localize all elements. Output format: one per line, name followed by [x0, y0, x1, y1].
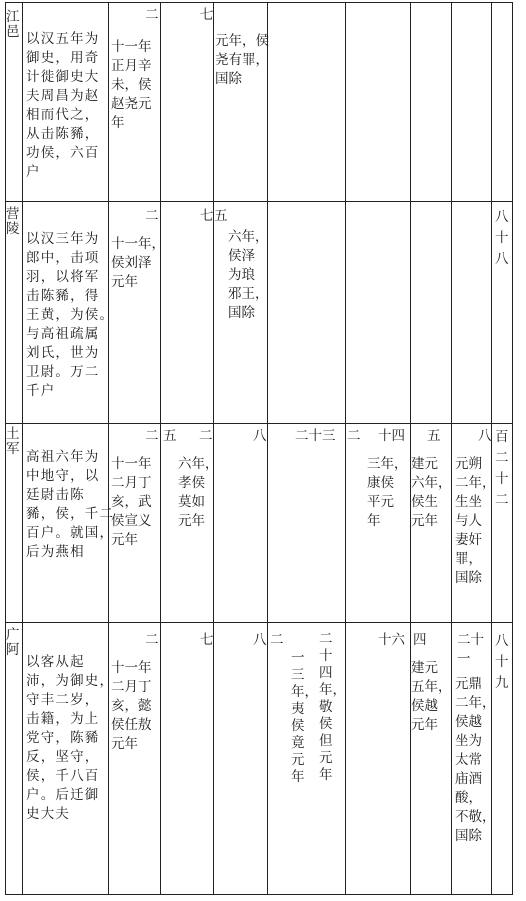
rank-number: 八 十 八 — [495, 209, 509, 267]
year-count: 五 — [427, 428, 441, 444]
enfeoffment-text: 十一年 二月丁 亥，懿 侯任敖 元年 — [111, 660, 152, 752]
removal-text: 元朔 二年， 生坐 与人 妻奸 罪， 国除 — [455, 456, 496, 586]
col-divider — [267, 2, 268, 895]
succession-text: 六年， 孝侯 莫如 元年 — [178, 456, 219, 529]
col-divider — [213, 2, 214, 895]
year-count: 四 — [413, 632, 427, 648]
marquis-name: 广 阿 — [6, 627, 20, 658]
year-count: 十六 — [378, 632, 405, 648]
row-divider — [5, 201, 513, 202]
year-count: 二 — [145, 632, 159, 648]
removal-text: 元鼎 二年， 侯越 坐为 太常 庙酒 酸， 不敬， 国除 — [455, 676, 496, 844]
col-divider — [410, 2, 411, 895]
year-count: 五 — [214, 208, 228, 224]
appointment-text: 以客从起 沛，为御史， 守丰二岁， 击籍，为上 党守，陈豨 反，坚守， 侯，千八百 户。后迁御 史大夫 — [26, 654, 115, 822]
marquis-name: 土 军 — [6, 426, 20, 457]
year-count: 十四 — [378, 428, 405, 444]
year-count: 二 — [270, 632, 284, 648]
col-divider — [22, 2, 23, 895]
marquis-name: 营 陵 — [6, 206, 20, 237]
removal-text: 六年， 侯泽 为琅 邪王， 国除 — [228, 229, 269, 321]
marquis-name: 江 邑 — [6, 9, 20, 40]
succession-text: 一 三 年， 夷 侯 竟 元 年 — [291, 650, 318, 785]
year-count: 八 — [478, 428, 492, 444]
enfeoffment-text: 十一年 正月辛 未，侯 赵尧元 年 — [111, 39, 152, 131]
col-divider — [160, 2, 161, 895]
succession-text: 建元 五年， 侯越 元年 — [411, 660, 452, 733]
appointment-text: 高祖六年为 中地守，以 廷尉击陈 豨，侯，千二 百户。就国， 后为燕相 — [26, 449, 115, 560]
year-count: 二 — [347, 428, 361, 444]
year-count: 二 — [145, 7, 159, 23]
succession-text: 二 十 四 年， 敬 侯 但 元 年 — [319, 631, 346, 783]
year-count: 二 — [145, 208, 159, 224]
appointment-text: 以汉三年为 郎中，击项 羽，以将军 击陈豨，得 王黄，为侯。 与高祖疏属 刘氏，世为 卫尉。万二 千户 — [26, 231, 115, 399]
rank-number: 百 二 十 二 — [495, 429, 509, 508]
year-count: 二十三 — [295, 428, 336, 444]
row-divider — [5, 622, 513, 623]
year-count: 八 — [253, 632, 267, 648]
enfeoffment-text: 十一年 二月丁 亥，武 侯宣义 元年 — [111, 456, 152, 548]
succession-text: 三年， 康侯 平元 年 — [367, 456, 408, 529]
year-count: 二 — [145, 428, 159, 444]
year-count: 七 — [200, 7, 214, 23]
rank-number: 八 十 九 — [495, 633, 509, 691]
year-count: 五 — [163, 428, 177, 444]
row-divider — [5, 423, 513, 424]
year-count: 二十 一 — [457, 632, 484, 667]
enfeoffment-text: 十一年， 侯刘泽 元年 — [111, 236, 165, 290]
year-count: 七 — [200, 208, 214, 224]
appointment-text: 以汉五年为 御史，用奇 计徙御史大 夫周昌为赵 相而代之， 从击陈豨， 功侯，六百 户 — [26, 31, 100, 180]
year-count: 八 — [253, 428, 267, 444]
year-count: 七 — [200, 632, 214, 648]
col-divider — [451, 2, 452, 895]
succession-text: 建元 六年， 侯生 元年 — [411, 456, 452, 529]
year-count: 二 — [199, 428, 213, 444]
removal-text: 元年，侯 尧有罪， 国除 — [215, 33, 269, 87]
